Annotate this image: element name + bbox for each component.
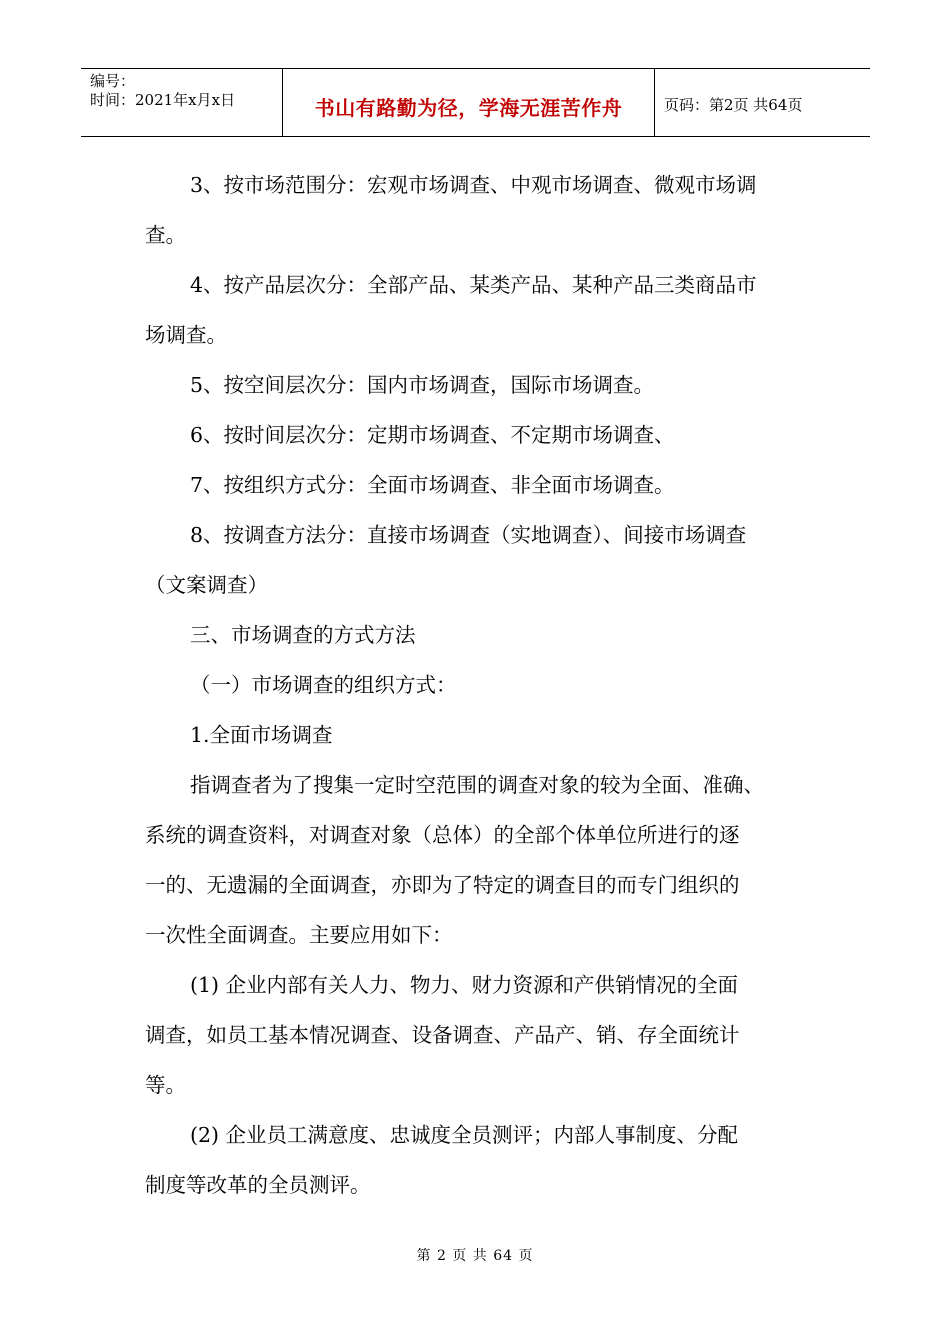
paragraph-line: 3、按市场范围分：宏观市场调查、中观市场调查、微观市场调	[190, 173, 757, 197]
header-meta-cell	[81, 69, 283, 136]
motto-text: 书山有路勤为径，学海无涯苦作舟	[314, 96, 623, 120]
paragraph-line: 4、按产品层次分：全部产品、某类产品、某种产品三类商品市	[190, 273, 757, 297]
serial-number-label: 编号：	[90, 72, 136, 90]
paragraph-line: 8、按调查方法分：直接市场调查（实地调查）、间接市场调查	[190, 523, 747, 547]
paragraph-line: 1.全面市场调查	[190, 723, 333, 747]
paragraph-line: （文案调查）	[145, 573, 268, 597]
paragraph-line: 系统的调查资料，对调查对象（总体）的全部个体单位所进行的逐	[145, 823, 740, 847]
paragraph-line: 5、按空间层次分：国内市场调查，国际市场调查。	[190, 373, 655, 397]
header-motto-cell	[283, 69, 655, 136]
paragraph-line: （一）市场调查的组织方式：	[190, 673, 457, 697]
paragraph-line: 指调查者为了搜集一定时空范围的调查对象的较为全面、准确、	[190, 773, 764, 797]
header-page-cell	[655, 69, 870, 136]
paragraph-line: 场调查。	[145, 323, 227, 347]
paragraph-line: 调查，如员工基本情况调查、设备调查、产品产、销、存全面统计	[145, 1023, 740, 1047]
paragraph-line: 制度等改革的全员测评。	[145, 1173, 371, 1197]
page-footer: 第 2 页 共 64 页	[416, 1248, 534, 1264]
paragraph-line: 一次性全面调查。主要应用如下：	[145, 923, 453, 947]
paragraph-line: 三、市场调查的方式方法	[190, 623, 416, 647]
paragraph-line: 查。	[145, 223, 186, 247]
paragraph-line: (2) 企业员工满意度、忠诚度全员测评；内部人事制度、分配	[190, 1123, 739, 1147]
date-label: 时间：2021年x月x日	[90, 91, 236, 109]
page-info: 页码：第2页 共64页	[664, 96, 803, 114]
paragraph-line: (1) 企业内部有关人力、物力、财力资源和产供销情况的全面	[190, 973, 739, 997]
document-body	[145, 160, 805, 1210]
paragraph-line: 7、按组织方式分：全面市场调查、非全面市场调查。	[190, 473, 675, 497]
paragraph-line: 一的、无遗漏的全面调查，亦即为了特定的调查目的而专门组织的	[145, 873, 740, 897]
document-header	[81, 68, 870, 137]
paragraph-line: 6、按时间层次分：定期市场调查、不定期市场调查、	[190, 423, 675, 447]
paragraph-line: 等。	[145, 1073, 186, 1097]
